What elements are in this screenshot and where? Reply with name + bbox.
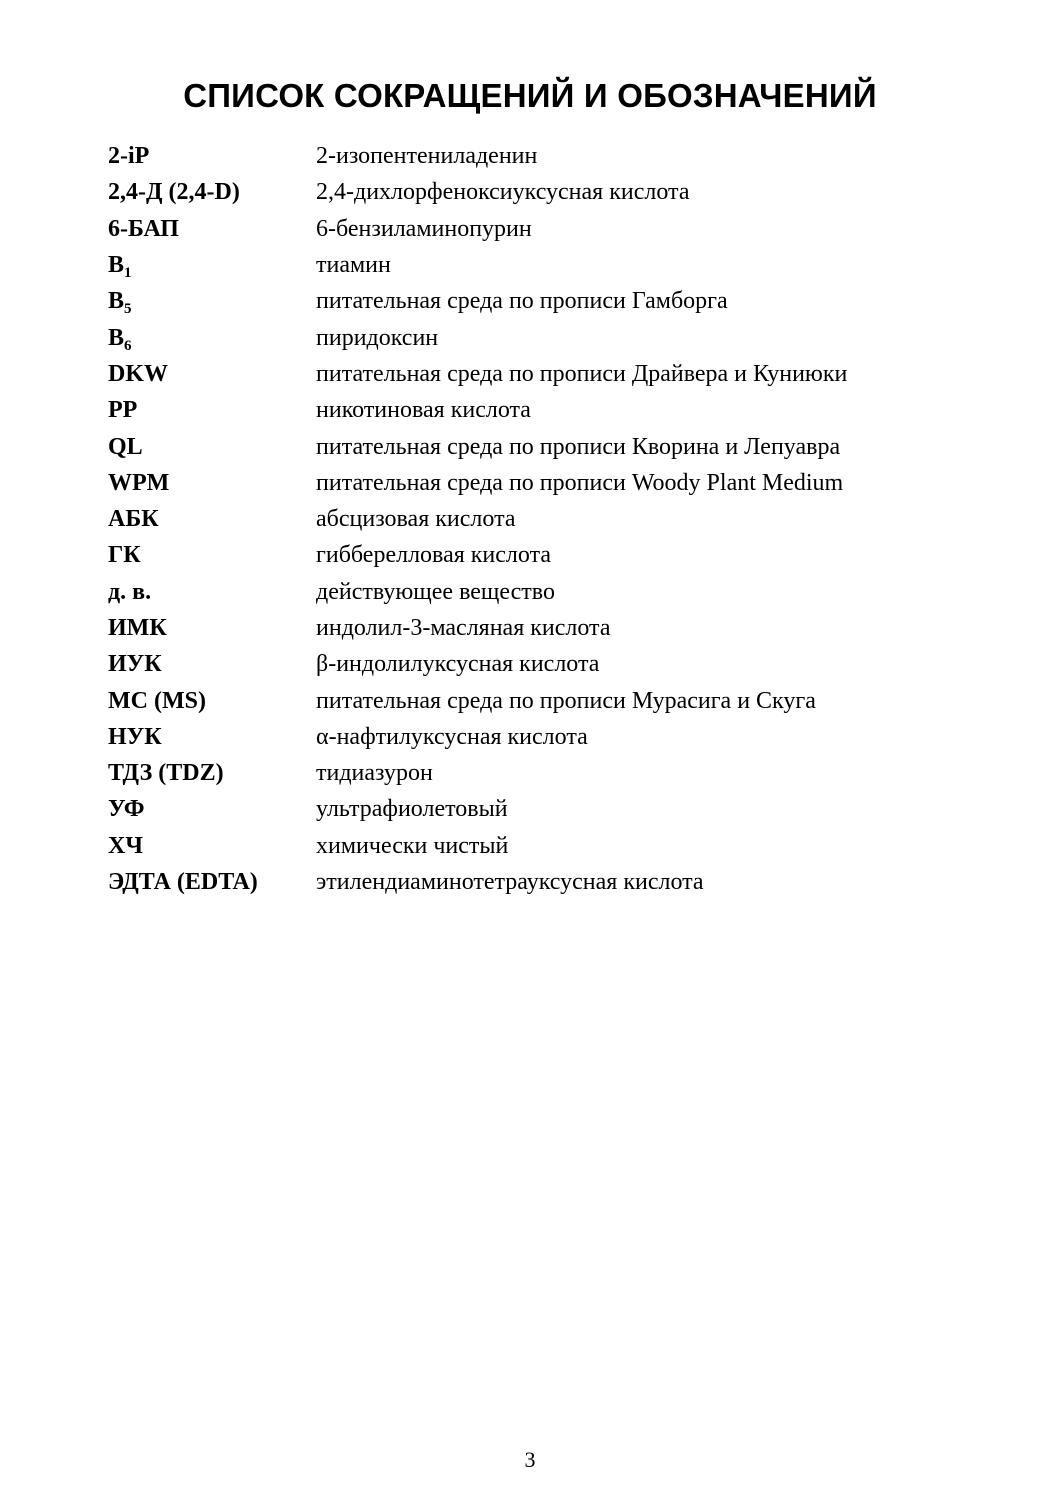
abbreviation-subscript: 5 <box>124 301 132 318</box>
abbreviation-term: PP <box>108 397 138 424</box>
abbreviation-definition: ультрафиолетовый <box>316 796 508 823</box>
abbreviation-term: QL <box>108 433 143 460</box>
abbreviation-definition: химически чистый <box>316 832 509 859</box>
abbreviation-term: ГК <box>108 542 141 569</box>
page-number: 3 <box>524 1447 536 1472</box>
abbreviation-definition: питательная среда по прописи Драйвера и Куниюки <box>316 360 848 387</box>
abbreviation-definition: питательная среда по прописи Woody Plant Medium <box>316 469 844 496</box>
abbreviation-row <box>108 501 988 537</box>
abbreviation-term: УФ <box>108 796 145 823</box>
abbreviation-term: $B_6$ <box>108 324 132 354</box>
abbreviation-definition: 2-изопентениладенин <box>316 143 538 170</box>
abbreviation-row <box>108 719 988 755</box>
abbreviation-row <box>108 791 988 827</box>
abbreviation-row <box>108 138 988 174</box>
abbreviation-row <box>108 574 988 610</box>
abbreviation-definition: тидиазурон <box>316 760 433 787</box>
abbreviation-subscript: 6 <box>124 337 132 354</box>
abbreviation-row <box>108 319 988 355</box>
abbreviation-subscript: 1 <box>124 265 132 282</box>
abbreviation-row <box>108 428 988 464</box>
abbreviation-row <box>108 283 988 319</box>
abbreviation-definition: никотиновая кислота <box>316 397 531 424</box>
abbreviation-definition: питательная среда по прописи Кворина и Лепуавра <box>316 433 841 460</box>
abbreviation-term: ТДЗ (TDZ) <box>108 760 224 787</box>
abbreviation-definition: 6-бензиламинопурин <box>316 215 532 242</box>
abbreviation-row <box>108 828 988 864</box>
abbreviation-term: 6-БАП <box>108 215 179 242</box>
abbreviation-row <box>108 755 988 791</box>
abbreviation-definition: питательная среда по прописи Гамборга <box>316 288 728 315</box>
abbreviation-definition: тиамин <box>316 252 391 279</box>
abbreviation-term: 2-iP <box>108 143 150 170</box>
abbreviation-definition: гибберелловая кислота <box>316 542 552 569</box>
abbreviation-definition: индолил-3-масляная кислота <box>316 615 611 641</box>
abbreviation-term: WPM <box>108 469 170 496</box>
abbreviation-row <box>108 211 988 247</box>
page-title: СПИСОК СОКРАЩЕНИЙ И ОБОЗНАЧЕНИЙ <box>183 77 877 114</box>
abbreviation-row <box>108 247 988 283</box>
abbreviation-definition: питательная среда по прописи Мурасига и Скуга <box>316 687 816 714</box>
abbreviation-row <box>108 682 988 718</box>
abbreviation-definition: действующее вещество <box>316 578 555 605</box>
abbreviation-row <box>108 465 988 501</box>
abbreviation-row <box>108 610 988 646</box>
abbreviation-definition: α-нафтилуксусная кислота <box>316 723 588 750</box>
abbreviation-definition: 2,4-дихлорфеноксиуксусная кислота <box>316 179 690 206</box>
abbreviation-term: $B_1$ <box>108 252 132 282</box>
abbreviation-row <box>108 537 988 573</box>
abbreviation-definition: этилендиаминотетрауксусная кислота <box>316 869 704 896</box>
abbreviation-definition: абсцизовая кислота <box>316 506 516 533</box>
abbreviation-term: DKW <box>108 360 168 387</box>
abbreviation-row <box>108 646 988 682</box>
abbreviation-definition: пиридоксин <box>316 324 439 351</box>
abbreviation-row <box>108 356 988 392</box>
abbreviation-row <box>108 174 988 210</box>
abbreviation-term: 2,4-Д (2,4-D) <box>108 179 240 206</box>
abbreviation-term: д. в. <box>108 578 152 605</box>
abbreviation-list <box>108 138 988 900</box>
abbreviation-term: ХЧ <box>108 832 143 859</box>
abbreviation-term: АБК <box>108 506 159 533</box>
abbreviation-term: НУК <box>108 723 162 750</box>
abbreviation-term: ИУК <box>108 651 162 678</box>
abbreviation-term: ИМК <box>108 615 167 641</box>
abbreviation-term: ЭДТА (EDTA) <box>108 869 258 896</box>
abbreviation-row <box>108 864 988 900</box>
abbreviation-term: $B_5$ <box>108 288 132 318</box>
abbreviation-row <box>108 392 988 428</box>
abbreviation-definition: β-индолилуксусная кислота <box>316 651 600 678</box>
abbreviation-term: МС (MS) <box>108 687 206 714</box>
